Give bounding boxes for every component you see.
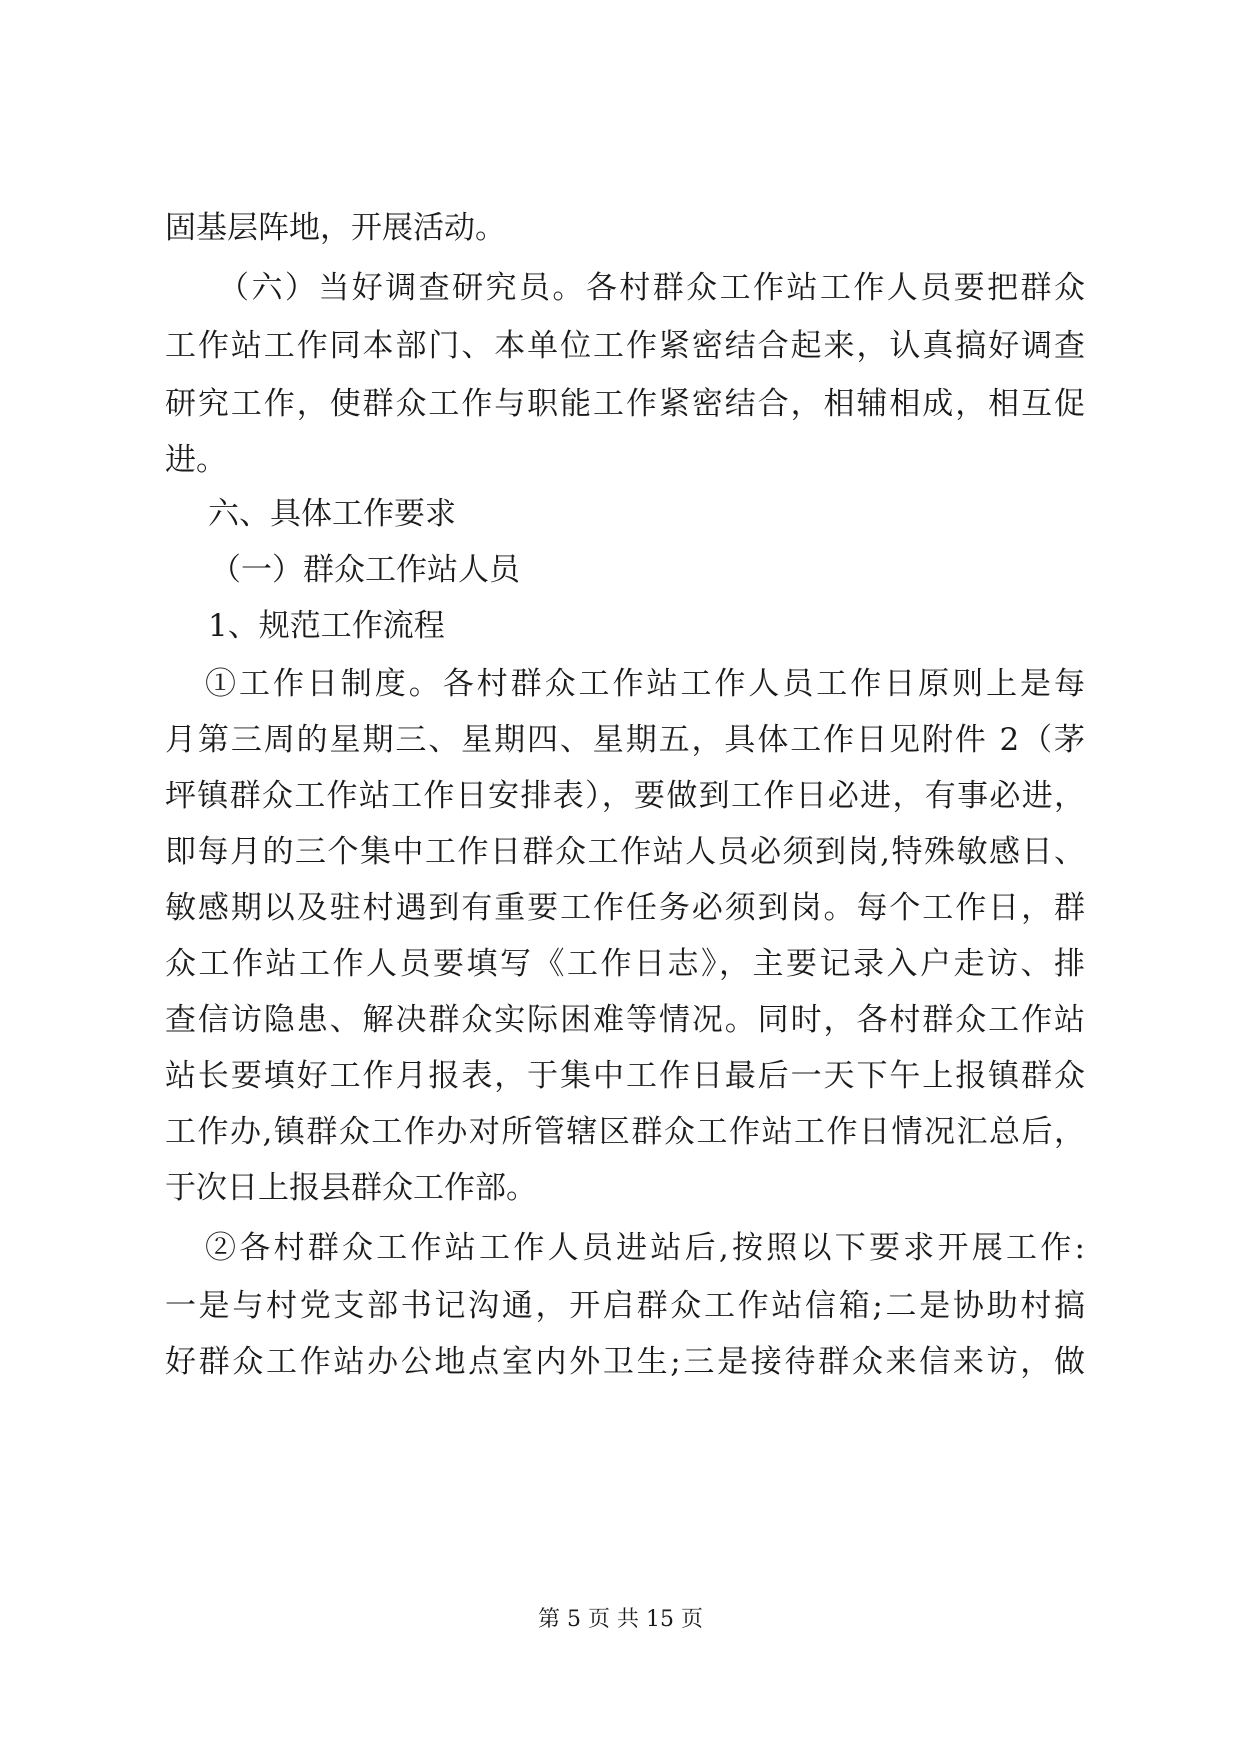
body-text-line: 好群众工作站办公地点室内外卫生;三是接待群众来信来访，做 [165,1344,1085,1380]
body-text-line: （六）当好调查研究员。各村群众工作站工作人员要把群众 [218,270,1085,306]
body-text-line: 进。 [165,442,227,478]
body-text-line: 研究工作，使群众工作与职能工作紧密结合，相辅相成，相互促 [165,386,1085,422]
body-text-line: 工作办,镇群众工作办对所管辖区群众工作站工作日情况汇总后， [165,1114,1085,1150]
body-text-line: 坪镇群众工作站工作日安排表），要做到工作日必进，有事必进， [165,778,1085,814]
page-number-footer: 第 5 页 共 15 页 [538,1607,703,1632]
body-text-line: 众工作站工作人员要填写《工作日志》，主要记录入户走访、排 [165,946,1085,982]
body-text-line: ②各村群众工作站工作人员进站后,按照以下要求开展工作: [205,1230,1085,1266]
body-text-line: 于次日上报县群众工作部。 [165,1170,537,1206]
body-text-line: 工作站工作同本部门、本单位工作紧密结合起来，认真搞好调查 [165,328,1085,364]
subsection-heading: （一）群众工作站人员 [210,552,520,588]
body-text-line: 查信访隐患、解决群众实际困难等情况。同时，各村群众工作站 [165,1002,1085,1038]
body-text-line: 一是与村党支部书记沟通，开启群众工作站信箱;二是协助村搞 [165,1288,1085,1324]
body-text-line: 固基层阵地，开展活动。 [165,210,506,246]
section-heading: 六、具体工作要求 [208,496,456,532]
body-text-line: 站长要填好工作月报表，于集中工作日最后一天下午上报镇群众 [165,1058,1085,1094]
body-text-line: 即每月的三个集中工作日群众工作站人员必须到岗,特殊敏感日、 [165,834,1085,870]
body-text-line: 月第三周的星期三、星期四、星期五，具体工作日见附件 2（茅 [165,722,1085,758]
item-heading: 1、规范工作流程 [208,608,445,644]
body-text-line: ①工作日制度。各村群众工作站工作人员工作日原则上是每 [205,666,1085,702]
body-text-line: 敏感期以及驻村遇到有重要工作任务必须到岗。每个工作日，群 [165,890,1085,926]
